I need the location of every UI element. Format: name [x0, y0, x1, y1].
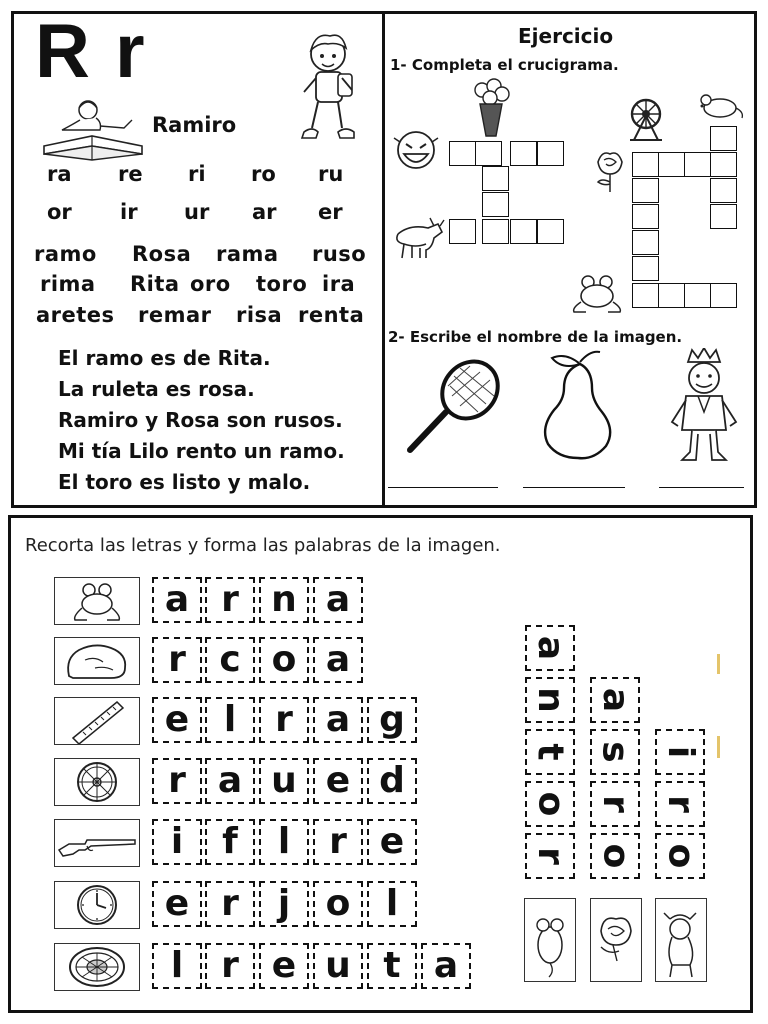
rock-icon	[55, 638, 139, 684]
racket-icon	[404, 356, 504, 456]
letter-tile[interactable]: r	[205, 881, 255, 927]
letter-tile[interactable]	[590, 677, 640, 723]
picture-frame	[54, 577, 140, 625]
crossword-cell[interactable]	[710, 126, 737, 151]
letter-tile[interactable]	[525, 677, 575, 723]
laughing-face-icon	[390, 124, 442, 174]
syllable: or	[47, 200, 72, 224]
letter-tile[interactable]: i	[152, 819, 202, 865]
exercise-title: Ejercicio	[518, 24, 614, 48]
crossword-cell[interactable]	[510, 219, 537, 244]
letter-tile[interactable]	[525, 625, 575, 671]
tile-letter: o	[529, 791, 571, 817]
letter-tile[interactable]: l	[367, 881, 417, 927]
letter-tile[interactable]: u	[313, 943, 363, 989]
crossword-cell[interactable]	[449, 141, 476, 166]
answer-line[interactable]	[388, 487, 498, 488]
letter-tile[interactable]	[525, 833, 575, 879]
syllable: ur	[184, 200, 210, 224]
crossword-cell[interactable]	[632, 178, 659, 203]
tile-letter: s	[595, 741, 636, 763]
wheel-icon	[55, 759, 139, 805]
rose-icon	[590, 148, 630, 194]
crossword-cell[interactable]	[537, 219, 564, 244]
picture-frame	[54, 697, 140, 745]
ruler-icon	[55, 698, 139, 744]
crossword-cell[interactable]	[475, 141, 502, 166]
word: aretes	[36, 303, 115, 327]
crossword-cell[interactable]	[684, 283, 711, 308]
letter-tile[interactable]: r	[205, 943, 255, 989]
picture-frame	[54, 819, 140, 867]
frog-icon	[570, 272, 624, 314]
letter-tile[interactable]	[525, 781, 575, 827]
letter-tile[interactable]: r	[313, 819, 363, 865]
rifle-icon	[55, 820, 139, 866]
tile-letter: o	[659, 843, 701, 869]
word: Rita	[130, 272, 180, 296]
letter-tile[interactable]: a	[313, 637, 363, 683]
letter-tile[interactable]: l	[152, 943, 202, 989]
boy-icon	[298, 28, 362, 144]
mouse-icon	[694, 90, 746, 122]
crossword-cell[interactable]	[710, 283, 737, 308]
letter-tile[interactable]: r	[259, 697, 309, 743]
sentence: Mi tía Lilo rento un ramo.	[58, 439, 345, 463]
sentence: El toro es listo y malo.	[58, 470, 311, 494]
letter-tile[interactable]: j	[259, 881, 309, 927]
picture-frame	[655, 898, 707, 982]
letter-tile[interactable]: l	[259, 819, 309, 865]
syllable: ro	[251, 162, 276, 186]
crossword-cell[interactable]	[482, 166, 509, 191]
letter-tile[interactable]: o	[259, 637, 309, 683]
letter-tile[interactable]: t	[367, 943, 417, 989]
tile-letter: o	[594, 843, 636, 869]
syllable: ir	[120, 200, 138, 224]
king-icon	[664, 348, 744, 466]
tile-letter: a	[594, 687, 636, 713]
letter-tile[interactable]: o	[313, 881, 363, 927]
tile-letter: r	[594, 795, 636, 813]
letter-tile[interactable]	[655, 729, 705, 775]
crossword-cell[interactable]	[710, 204, 737, 229]
letter-tile[interactable]: c	[205, 637, 255, 683]
letter-tile[interactable]: g	[367, 697, 417, 743]
letter-tile[interactable]	[655, 781, 705, 827]
letter-tile[interactable]: e	[152, 697, 202, 743]
tile-letter: a	[529, 635, 571, 661]
task1-label: 1- Completa el crucigrama.	[390, 56, 619, 74]
crossword-cell[interactable]	[684, 152, 711, 177]
bull-icon	[656, 899, 706, 981]
syllable: ar	[252, 200, 277, 224]
letter-tile[interactable]: e	[152, 881, 202, 927]
crossword-cell[interactable]	[449, 219, 476, 244]
word: remar	[138, 303, 212, 327]
clock-icon	[55, 882, 139, 928]
pear-icon	[536, 348, 620, 460]
letter-tile[interactable]: n	[259, 577, 309, 623]
letter-tile[interactable]: d	[367, 758, 417, 804]
word: oro	[190, 272, 231, 296]
tile-letter: i	[660, 745, 701, 759]
picture-frame	[524, 898, 576, 982]
color-bar	[717, 736, 720, 758]
color-bar	[717, 654, 720, 674]
word: rima	[40, 272, 96, 296]
bouquet-icon	[470, 78, 512, 138]
tile-letter: r	[529, 847, 571, 865]
letter-tile[interactable]: l	[205, 697, 255, 743]
letter-tile[interactable]: a	[313, 577, 363, 623]
letter-tile[interactable]: e	[367, 819, 417, 865]
mouse-icon	[525, 899, 575, 981]
syllable: re	[118, 162, 143, 186]
crossword-cell[interactable]	[632, 256, 659, 281]
letter-tile[interactable]: e	[259, 943, 309, 989]
crossword-cell[interactable]	[658, 283, 685, 308]
letter-tile[interactable]: a	[205, 758, 255, 804]
letter-tile[interactable]: a	[152, 577, 202, 623]
rose-icon	[591, 899, 641, 981]
word: toro	[256, 272, 308, 296]
letter-tile[interactable]: r	[152, 637, 202, 683]
crossword-cell[interactable]	[537, 141, 564, 166]
letter-tile[interactable]: a	[313, 697, 363, 743]
task2-label: 2- Escribe el nombre de la imagen.	[388, 328, 683, 346]
word: ramo	[34, 242, 97, 266]
sentence: Ramiro y Rosa son rusos.	[58, 408, 343, 432]
roulette-icon	[55, 944, 139, 990]
bull-icon	[390, 214, 446, 260]
crossword-cell[interactable]	[658, 152, 685, 177]
letter-tile[interactable]: r	[152, 758, 202, 804]
crossword-cell[interactable]	[632, 204, 659, 229]
letter-tile[interactable]: e	[313, 758, 363, 804]
sentence: El ramo es de Rita.	[58, 346, 271, 370]
word: ira	[322, 272, 356, 296]
picture-frame	[54, 881, 140, 929]
word: rama	[216, 242, 279, 266]
picture-frame	[590, 898, 642, 982]
sentence: La ruleta es rosa.	[58, 377, 255, 401]
character-name: Ramiro	[152, 113, 237, 137]
crossword-cell[interactable]	[482, 192, 509, 217]
crossword-cell[interactable]	[710, 178, 737, 203]
tile-letter: t	[530, 743, 571, 761]
word: risa	[236, 303, 283, 327]
letter-tile[interactable]: a	[421, 943, 471, 989]
syllable: ri	[188, 162, 206, 186]
syllable: ra	[47, 162, 72, 186]
letter-tile[interactable]: u	[259, 758, 309, 804]
word: renta	[298, 303, 365, 327]
crossword-cell[interactable]	[632, 152, 659, 177]
frog-icon	[55, 578, 139, 624]
answer-line[interactable]	[523, 487, 625, 488]
tile-letter: n	[529, 687, 571, 713]
letter-tile[interactable]	[590, 833, 640, 879]
picture-frame	[54, 943, 140, 991]
letter-tile[interactable]: r	[205, 577, 255, 623]
ferris-wheel-icon	[626, 96, 666, 142]
lesson-letters: R r	[35, 9, 147, 94]
picture-frame	[54, 637, 140, 685]
letter-tile[interactable]	[525, 729, 575, 775]
crossword-cell[interactable]	[482, 219, 509, 244]
crossword-cell[interactable]	[632, 283, 659, 308]
crossword-cell[interactable]	[710, 152, 737, 177]
answer-line[interactable]	[659, 487, 744, 488]
cutout-instruction: Recorta las letras y forma las palabras de la imagen.	[25, 535, 501, 556]
letter-tile[interactable]: f	[205, 819, 255, 865]
tile-letter: r	[659, 795, 701, 813]
picture-frame	[54, 758, 140, 806]
letter-tile[interactable]	[655, 833, 705, 879]
word: Rosa	[132, 242, 192, 266]
word: ruso	[312, 242, 367, 266]
reading-girl-icon	[40, 96, 146, 162]
letter-tile[interactable]	[590, 781, 640, 827]
crossword-cell[interactable]	[632, 230, 659, 255]
syllable: ru	[318, 162, 344, 186]
crossword-cell[interactable]	[510, 141, 537, 166]
syllable: er	[318, 200, 343, 224]
letter-tile[interactable]	[590, 729, 640, 775]
